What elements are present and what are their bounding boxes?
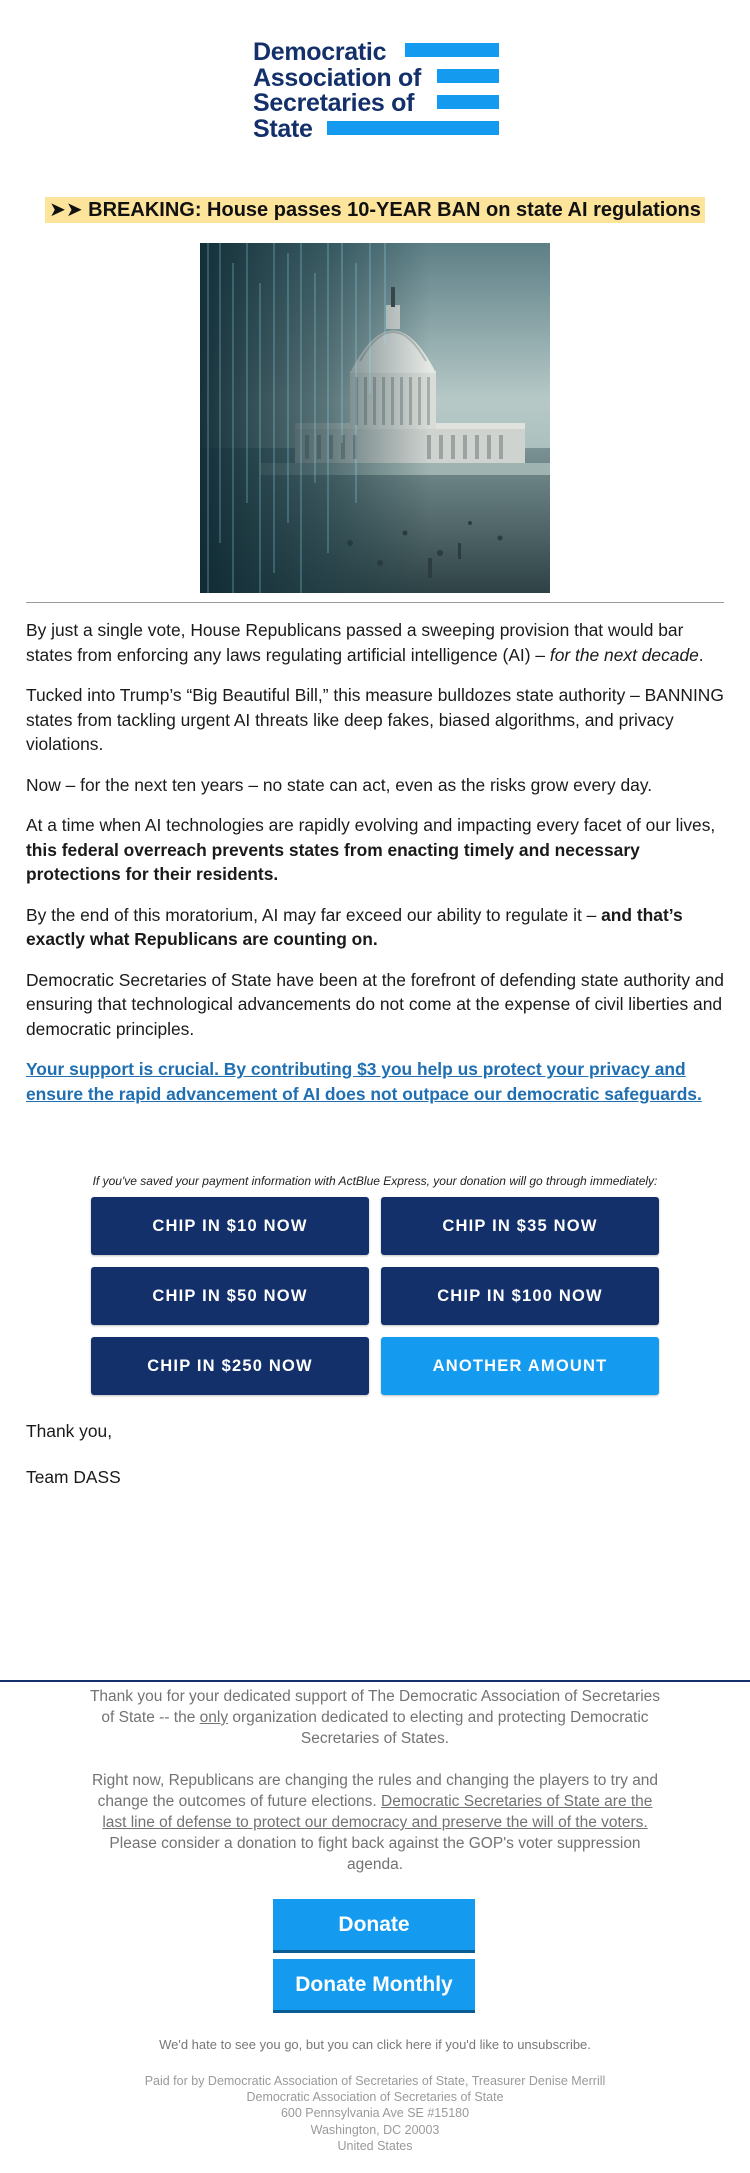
donate-monthly-button[interactable]: Donate Monthly <box>273 1959 475 2013</box>
footer-thanks <box>85 1686 665 1749</box>
donate-button[interactable]: Donate <box>273 1899 475 1953</box>
footer-text: Thank you for your dedicated support of The Democratic Association of Secretaries of State -- the <box>89 1688 661 1726</box>
capitol-illustration <box>200 243 550 593</box>
paragraph: Tucked into Trump’s “Big Beautiful Bill,” this measure bulldozes state authority – BANNING states from tackling urgent AI threats like deep fakes, biased algorithms, and privacy violations. <box>26 685 724 754</box>
bold-text: and that’s exactly what Republicans are counting on. <box>26 904 683 949</box>
paragraph <box>26 1057 724 1106</box>
footer-text: Right now, Republicans are changing the rules and changing the players to try and change the outcomes of future elections. <box>91 1772 659 1810</box>
bold-text: this federal overreach prevents states from enacting timely and necessary protections for their residents. <box>26 839 640 884</box>
paragraph <box>26 903 724 952</box>
logo-stripe <box>405 43 499 57</box>
chip-in-100-button[interactable]: CHIP IN $100 NOW <box>381 1267 659 1325</box>
disclaimer-line: 600 Pennsylvania Ave SE #15180 <box>280 2106 470 2121</box>
footer-text: Please consider a donation to fight back against the GOP's voter suppression agenda. <box>109 1835 641 1873</box>
paragraph-text: By the end of this moratorium, AI may far exceed our ability to regulate it – <box>26 904 602 925</box>
footer-text: organization dedicated to electing and protecting Democratic Secretaries of States. <box>228 1709 649 1747</box>
signoff <box>26 1419 121 1511</box>
disclaimer-line: Democratic Association of Secretaries of State <box>246 2090 504 2105</box>
logo-stripe <box>437 69 499 83</box>
paragraph-text: . <box>698 644 704 665</box>
footer-divider <box>0 1680 750 1682</box>
logo-line: Democratic <box>253 38 387 66</box>
disclaimer-line: Paid for by Democratic Association of Secretaries of State, Treasurer Denise Merrill <box>144 2074 606 2088</box>
headline-text: BREAKING: House passes 10-YEAR BAN on state AI regulations <box>88 199 701 221</box>
logo-line: Secretaries of <box>253 89 415 117</box>
footer-appeal <box>85 1770 665 1875</box>
paragraph-text: At a time when AI technologies are rapidly evolving and impacting every facet of our lives, <box>26 815 716 835</box>
thanks-text: Thank you, <box>26 1421 113 1441</box>
chip-in-10-button[interactable]: CHIP IN $10 NOW <box>91 1197 369 1255</box>
paragraph: Now – for the next ten years – no state can act, even as the risks grow every day. <box>26 774 653 795</box>
email-body <box>26 618 724 1122</box>
footer-link[interactable]: Democratic Secretaries of State are the last line of defense to protect our democracy and preserve the will of the voters. <box>102 1793 653 1831</box>
capitol-ai-image <box>200 243 550 593</box>
another-amount-button[interactable]: ANOTHER AMOUNT <box>381 1337 659 1395</box>
logo-line: State <box>253 114 313 143</box>
disclaimer-line: United States <box>337 2138 413 2153</box>
paragraph: Democratic Secretaries of State have been at the forefront of defending state authority and ensuring that technological advancements do not come at the expense of civil liberties and democratic principles. <box>26 969 724 1039</box>
breaking-headline <box>0 197 750 222</box>
disclaimer-line: Washington, DC 20003 <box>310 2122 440 2137</box>
actblue-note: If you've saved your payment information with ActBlue Express, your donation will go through immediately: <box>92 1174 658 1188</box>
team-signature: Team DASS <box>26 1467 121 1487</box>
divider <box>26 602 724 603</box>
logo-stripe <box>327 121 499 135</box>
footer-underline: only <box>199 1709 229 1726</box>
paragraph <box>26 618 724 667</box>
paragraph-text: By just a single vote, House Republicans passed a sweeping provision that would bar states from enforcing any laws regulating artificial intelligence (AI) – <box>26 620 684 665</box>
support-cta-link[interactable]: Your support is crucial. By contributing $3 you help us protect your privacy and ensure the rapid advancement of AI does not outpace our democratic safeguards. <box>26 1059 702 1104</box>
logo-line: Association of <box>253 63 422 92</box>
paragraph <box>26 813 724 887</box>
chip-in-50-button[interactable]: CHIP IN $50 NOW <box>91 1267 369 1325</box>
emphasis-text: for the next decade <box>549 644 699 665</box>
arrow-icon: ➤➤ <box>49 199 83 221</box>
chip-in-250-button[interactable]: CHIP IN $250 NOW <box>91 1337 369 1395</box>
logo-stripe <box>437 95 499 109</box>
unsubscribe-link[interactable]: We'd hate to see you go, but you can click here if you'd like to unsubscribe. <box>159 2037 591 2052</box>
paid-for-disclaimer <box>0 2073 750 2154</box>
dass-logo <box>253 40 499 142</box>
chip-in-35-button[interactable]: CHIP IN $35 NOW <box>381 1197 659 1255</box>
